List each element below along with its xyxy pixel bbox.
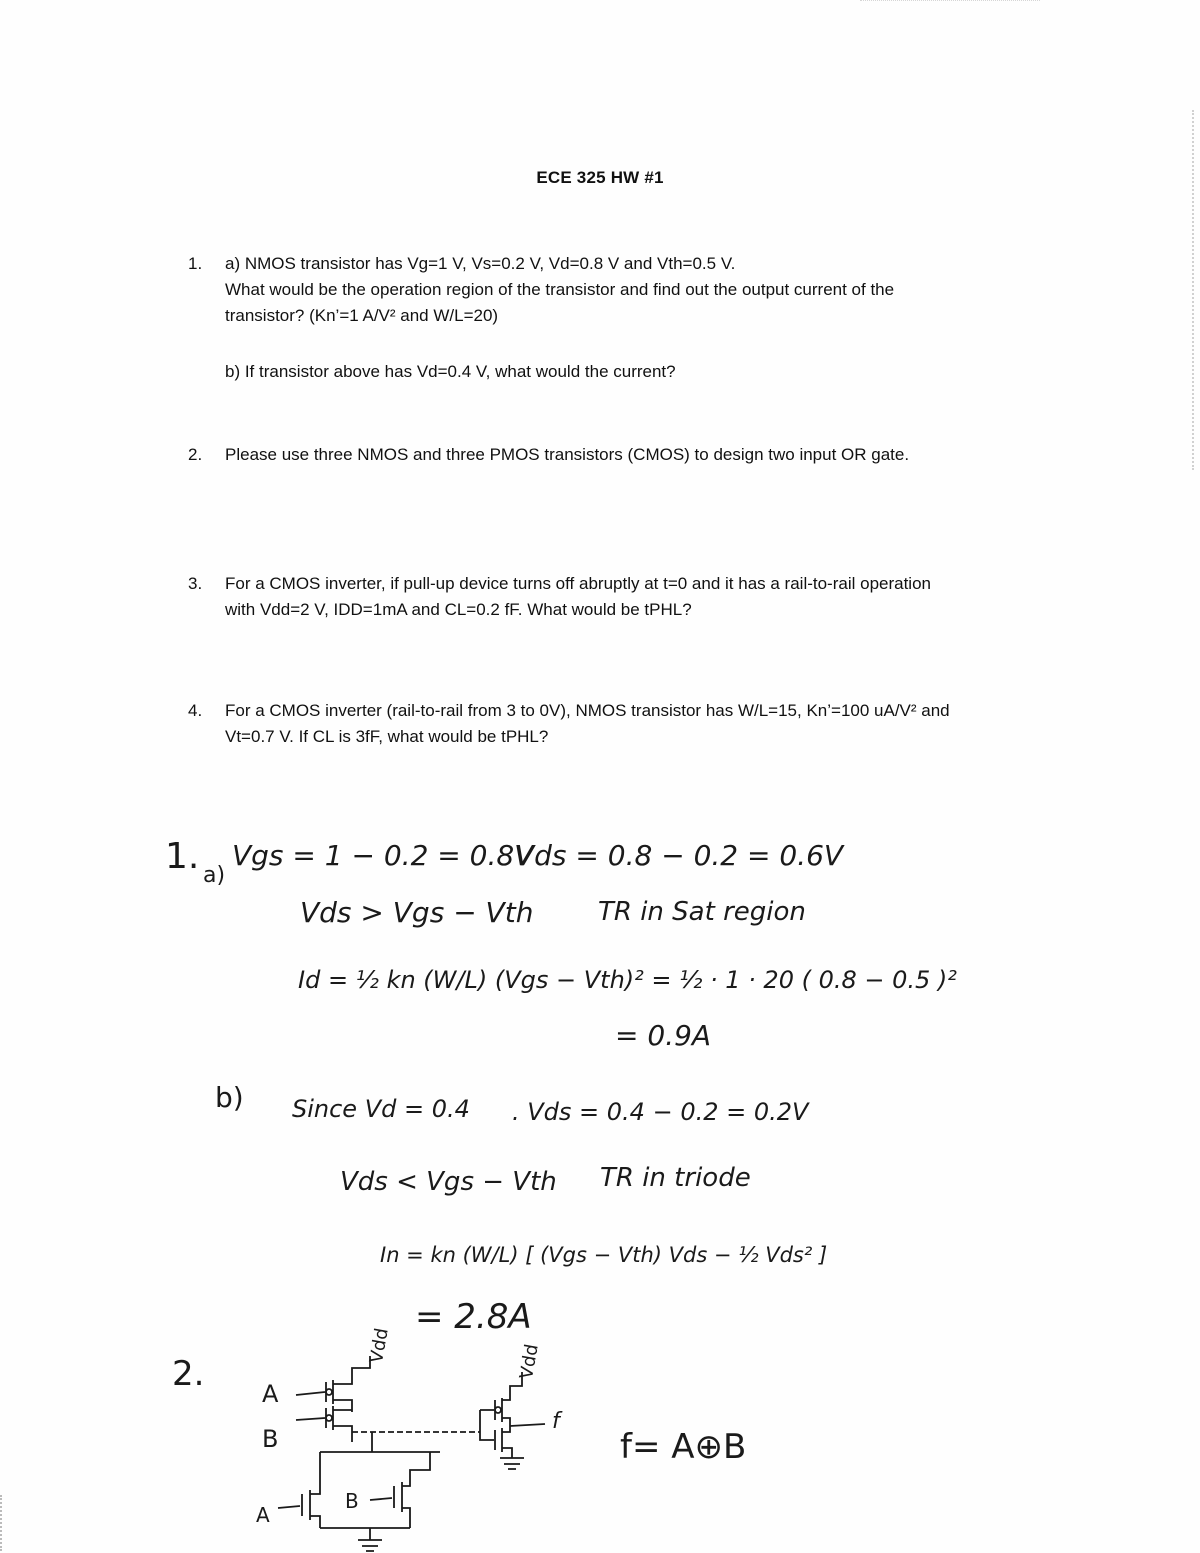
wire (320, 1528, 410, 1540)
hw-q1b-region: TR in triode (600, 1163, 751, 1193)
document-title: ECE 325 HW #1 (536, 168, 664, 187)
question-text: What would be the operation region of the transistor and find out the output current of the (225, 280, 895, 299)
wire (320, 1432, 440, 1452)
wire (510, 1424, 545, 1426)
question-text: For a CMOS inverter (rail-to-rail from 3 to 0V), NMOS transistor has W/L=15, Kn’=100 uA/V² and (225, 701, 950, 720)
question-number: 1. (188, 254, 203, 273)
nmos-b-symbol (370, 1480, 410, 1528)
hw-q2-input-b2: B (345, 1489, 359, 1513)
hw-q1b-result: = 2.8A (415, 1297, 532, 1337)
hw-q2-vdd-left: Vdd (365, 1326, 393, 1365)
hw-q1a-equation: Id = ½ kn (W/L) (Vgs − Vth)² = ½ · 1 · 20 ( 0.8 − 0.5 )² (298, 966, 957, 994)
hw-q1a-result: = 0.9A (615, 1019, 712, 1052)
question-text: Please use three NMOS and three PMOS transistors (CMOS) to design two input OR gate. (225, 445, 910, 464)
hw-q1a-region: TR in Sat region (598, 897, 806, 927)
wire (320, 1452, 430, 1480)
question-text: b) If transistor above has Vd=0.4 V, what would the current? (225, 362, 676, 381)
hw-q1b-since: Since Vd = 0.4 (292, 1095, 470, 1123)
question-number: 4. (188, 701, 203, 720)
hw-q2-label: 2. (172, 1354, 205, 1394)
question-text: a) NMOS transistor has Vg=1 V, Vs=0.2 V, Vd=0.8 V and Vth=0.5 V. (225, 254, 736, 273)
hw-q1a-label: a) (203, 863, 226, 888)
hw-q2-output: f (552, 1409, 560, 1434)
hw-q2-function: f= A⊕B (620, 1427, 747, 1467)
hw-q1a-condition: Vds > Vgs − Vth (300, 896, 534, 929)
nmos-a-symbol (278, 1478, 320, 1528)
question-number: 3. (188, 574, 203, 593)
hw-q2-input-a2: A (256, 1503, 270, 1527)
ground-symbol (358, 1540, 382, 1551)
hw-q2-input-a: A (262, 1380, 279, 1408)
hw-q1b-label: b) (215, 1081, 244, 1114)
hw-q2-circuit-sketch (278, 1356, 545, 1551)
pmos-b-bubble (326, 1415, 332, 1421)
hw-q1b-equation: In = kn (W/L) [ (Vgs − Vth) Vds − ½ Vds² ] (380, 1243, 828, 1267)
inverter-pmos-bubble (495, 1407, 501, 1413)
ground-symbol (500, 1458, 524, 1469)
hw-q1b-condition: Vds < Vgs − Vth (340, 1167, 557, 1197)
hw-q1a-vgs: Vgs = 1 − 0.2 = 0.8V (232, 839, 534, 872)
hw-q2-vdd-right: Vdd (515, 1342, 543, 1381)
hw-q1b-vds: . Vds = 0.4 − 0.2 = 0.2V (512, 1098, 809, 1126)
pmos-b-symbol (296, 1406, 352, 1442)
question-number: 2. (188, 445, 203, 464)
hw-q1a-vds: Vds = 0.8 − 0.2 = 0.6V (515, 839, 844, 872)
hw-q2-input-b: B (262, 1425, 279, 1453)
question-text: For a CMOS inverter, if pull-up device turns off abruptly at t=0 and it has a rail-to-rail operation (225, 574, 931, 593)
hw-q1-label: 1. (165, 836, 200, 877)
question-text: transistor? (Kn’=1 A/V² and W/L=20) (225, 306, 499, 325)
question-text: with Vdd=2 V, IDD=1mA and CL=0.2 fF. What would be tPHL? (225, 600, 692, 619)
question-text: Vt=0.7 V. If CL is 3fF, what would be tPHL? (225, 727, 549, 746)
pmos-a-bubble (326, 1389, 332, 1395)
pmos-a-symbol (296, 1378, 352, 1412)
